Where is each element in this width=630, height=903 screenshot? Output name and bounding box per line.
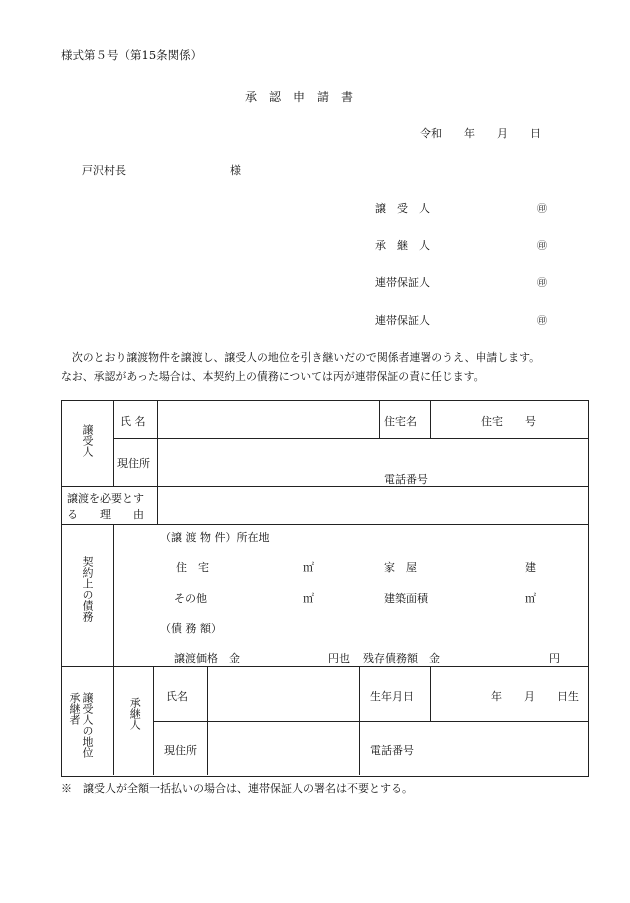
- property-location-label: （譲 渡 物 件）所在地: [160, 531, 270, 544]
- birthdate-label: 生年月日: [370, 690, 414, 703]
- contract-debt-label: 契約上の債務: [81, 556, 94, 622]
- housing-number: 住宅 号: [481, 415, 536, 428]
- statement-line-2: なお、承認があった場合は、本契約上の債務については丙が連帯保証の責に任じます。: [61, 370, 485, 383]
- heir-label: 承継人: [128, 697, 142, 730]
- phone-label: 電話番号: [384, 473, 428, 486]
- housing-name-label: 住宅名: [384, 415, 417, 428]
- addressee: 戸沢村長: [82, 164, 126, 177]
- sqm-unit: ㎡: [303, 561, 314, 574]
- signatory-guarantor-label: 連帯保証人: [375, 314, 430, 327]
- successor-label: 譲受人の地位承継者: [68, 692, 94, 758]
- address-label: 現住所: [164, 744, 197, 757]
- address-label: 現住所: [117, 457, 150, 470]
- sqm-unit: ㎡: [303, 592, 314, 605]
- page-title: 承 認 申 請 書: [245, 90, 354, 104]
- seal-mark: ㊞: [537, 241, 547, 252]
- footnote: ※ 譲受人が全額一括払いの場合は、連帯保証人の署名は不要とする。: [61, 782, 413, 795]
- building-unit: 建: [525, 561, 536, 574]
- yen-unit: 円: [549, 652, 560, 665]
- building-area-label: 建築面積: [384, 592, 428, 605]
- debt-amount-label: （債 務 額）: [160, 622, 222, 635]
- name-label: 氏 名: [120, 415, 146, 428]
- transfer-price: 譲渡価格 金 円也: [174, 652, 350, 665]
- seal-mark: ㊞: [537, 204, 547, 215]
- seal-mark: ㊞: [537, 278, 547, 289]
- signatory-heir-label: 承 継 人: [375, 239, 430, 252]
- name-label: 氏名: [166, 690, 188, 703]
- date-field: 令和 年 月 日: [420, 127, 541, 140]
- signatory-guarantor-label: 連帯保証人: [375, 276, 430, 289]
- house-label: 家 屋: [384, 561, 417, 574]
- honorific: 様: [230, 164, 241, 177]
- sqm-unit: ㎡: [525, 592, 536, 605]
- housing-label: 住 宅: [176, 561, 209, 574]
- seal-mark: ㊞: [537, 316, 547, 327]
- assignee-label: 譲受人: [81, 424, 94, 457]
- reason-label: 譲渡を必要とす: [67, 492, 144, 505]
- other-label: その他: [174, 592, 207, 605]
- remaining-debt-label: 残存債務額 金: [363, 652, 440, 665]
- form-number: 様式第５号（第15条関係）: [61, 48, 203, 62]
- statement-line-1: 次のとおり譲渡物件を譲渡し、譲受人の地位を引き継いだので関係者連署のうえ、申請します。: [61, 351, 540, 364]
- phone-label: 電話番号: [370, 744, 414, 757]
- signatory-assignee-label: 譲 受 人: [375, 202, 430, 215]
- reason-label: る 理 由: [67, 508, 144, 521]
- birthdate-value: 年 月 日生: [491, 690, 579, 703]
